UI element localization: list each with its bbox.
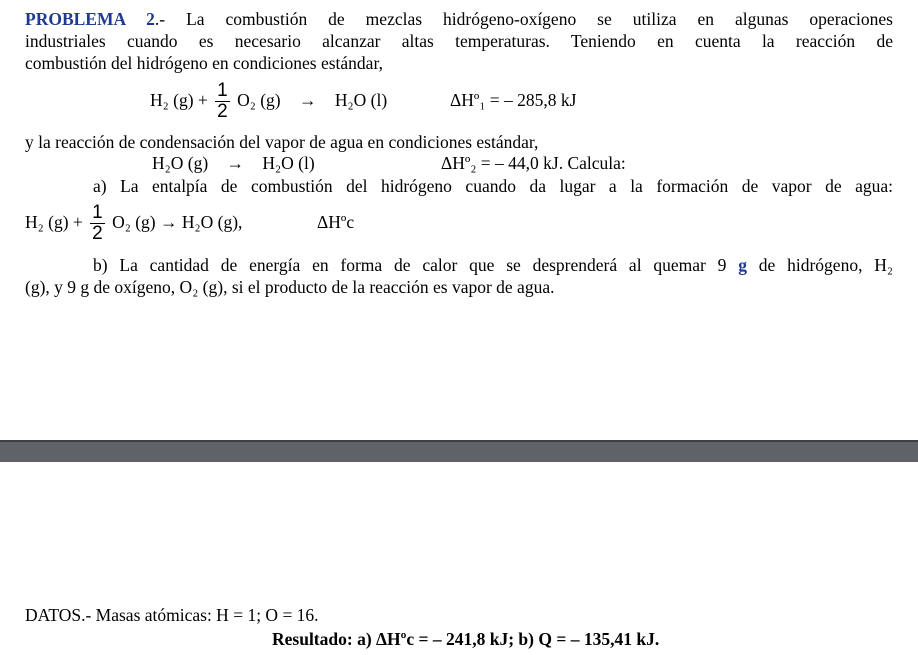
page-separator bbox=[0, 440, 918, 462]
question-a: a) La entalpía de combustión del hidrógeno cuando da lugar a la formación de vapor de agua: bbox=[93, 176, 893, 196]
reaction-3-enthalpy: ΔHºc bbox=[317, 212, 355, 232]
reaction-3-lhs: H₂ (g) + bbox=[25, 212, 83, 232]
reaction-1-lhs: H₂ (g) + bbox=[150, 90, 208, 110]
condensation-text: y la reacción de condensación del vapor de agua en condiciones estándar, bbox=[25, 132, 539, 152]
reaction-3 bbox=[25, 202, 242, 244]
document-page-2 bbox=[0, 462, 918, 655]
datos-line: DATOS.- Masas atómicas: H = 1; O = 16. bbox=[25, 605, 319, 625]
reaction-2 bbox=[152, 152, 315, 174]
problem-intro-line2: industriales cuando es necesario alcanzar altas temperaturas. Teniendo en cuenta la reacción de bbox=[25, 31, 893, 51]
question-b-line1: b) La cantidad de energía en forma de calor que se desprenderá al quemar 9 g de hidrógeno, H₂ bbox=[93, 255, 893, 275]
question-b-bold-g: g bbox=[738, 255, 747, 275]
reaction-2-enthalpy: ΔHº₂ = – 44,0 kJ. Calcula: bbox=[441, 153, 626, 173]
reaction-1 bbox=[150, 80, 387, 122]
reaction-1-o2: O₂ (g) bbox=[237, 90, 281, 110]
problem-intro-line3: combustión del hidrógeno en condiciones estándar, bbox=[25, 53, 383, 73]
reaction-2-reactant: H₂O (g) bbox=[152, 153, 209, 173]
result-line: Resultado: a) ΔHºc = – 241,8 kJ; b) Q = – 135,41 kJ. bbox=[272, 629, 660, 649]
page-separator-edge bbox=[0, 440, 918, 442]
reaction-3-rest: O₂ (g) → H₂O (g), bbox=[112, 212, 243, 232]
problem-title: PROBLEMA 2 bbox=[25, 9, 155, 29]
question-b-line2: (g), y 9 g de oxígeno, O₂ (g), si el producto de la reacción es vapor de agua. bbox=[25, 277, 555, 297]
arrow-icon: → bbox=[299, 90, 317, 110]
arrow-icon: → bbox=[226, 153, 245, 173]
reaction-1-product: H₂O (l) bbox=[334, 90, 388, 110]
problem-intro-line1: PROBLEMA 2.- La combustión de mezclas hidrógeno-oxígeno se utiliza en algunas operaciones bbox=[25, 9, 893, 29]
fraction-half: $\frac{1}{2}$ bbox=[92, 202, 103, 245]
reaction-1-enthalpy: ΔHº₁ = – 285,8 kJ bbox=[450, 90, 577, 110]
fraction-half: $\frac{1}{2}$ bbox=[217, 80, 228, 123]
reaction-2-product: H₂O (l) bbox=[262, 153, 315, 173]
